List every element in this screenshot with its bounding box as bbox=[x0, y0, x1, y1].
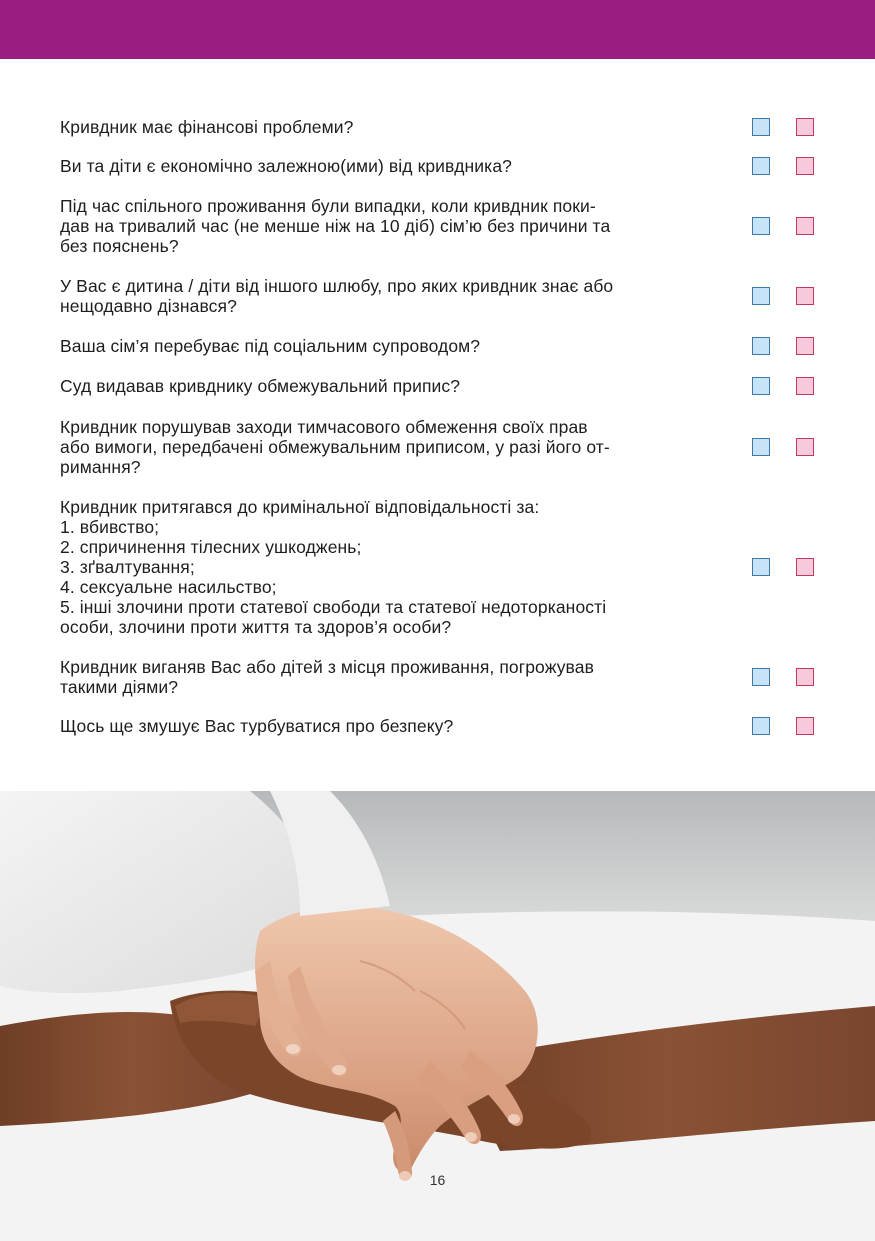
yes-checkbox[interactable] bbox=[752, 217, 770, 235]
question-line: 5. інші злочини проти статевої свободи та статевої недоторканості bbox=[60, 597, 607, 617]
question-line: 2. спричинення тілесних ушкоджень; bbox=[60, 537, 362, 557]
no-checkbox[interactable] bbox=[796, 377, 814, 395]
question-text bbox=[60, 276, 703, 316]
no-checkbox[interactable] bbox=[796, 118, 814, 136]
question-line: такими діями? bbox=[60, 677, 179, 697]
yes-checkbox[interactable] bbox=[752, 377, 770, 395]
no-checkbox[interactable] bbox=[796, 337, 814, 355]
no-checkbox[interactable] bbox=[796, 217, 814, 235]
question-line: 4. сексуальне насильство; bbox=[60, 577, 277, 597]
question-line: 1. вбивство; bbox=[60, 517, 160, 537]
yes-checkbox[interactable] bbox=[752, 118, 770, 136]
no-checkbox[interactable] bbox=[796, 157, 814, 175]
yes-checkbox[interactable] bbox=[752, 668, 770, 686]
question-line: Кривдник притягався до кримінальної відповідальності за: bbox=[60, 497, 540, 517]
question-text bbox=[60, 156, 703, 176]
question-text bbox=[60, 657, 703, 697]
no-checkbox[interactable] bbox=[796, 717, 814, 735]
no-checkbox[interactable] bbox=[796, 287, 814, 305]
question-line: дав на тривалий час (не менше ніж на 10 діб) сім’ю без причини та bbox=[60, 216, 611, 236]
question-line: Ваша сім’я перебуває під соціальним супроводом? bbox=[60, 336, 481, 356]
question-line: Суд видавав кривднику обмежувальний припис? bbox=[60, 376, 461, 396]
question-line: Під час спільного проживання були випадки, коли кривдник поки- bbox=[60, 196, 596, 216]
no-checkbox[interactable] bbox=[796, 668, 814, 686]
question-text bbox=[60, 417, 703, 477]
question-line: нещодавно дізнався? bbox=[60, 296, 237, 316]
yes-checkbox[interactable] bbox=[752, 287, 770, 305]
question-text bbox=[60, 196, 703, 256]
question-line: особи, злочини проти життя та здоров’я особи? bbox=[60, 617, 452, 637]
question-text bbox=[60, 376, 703, 396]
page-number: 16 bbox=[429, 1172, 446, 1188]
question-line: 3. зґвалтування; bbox=[60, 557, 195, 577]
question-line: У Вас є дитина / діти від іншого шлюбу, про яких кривдник знає або bbox=[60, 276, 614, 296]
yes-checkbox[interactable] bbox=[752, 717, 770, 735]
question-line: Ви та діти є економічно залежною(ими) від кривдника? bbox=[60, 156, 512, 176]
yes-checkbox[interactable] bbox=[752, 438, 770, 456]
question-text bbox=[60, 336, 703, 356]
question-line: римання? bbox=[60, 457, 141, 477]
question-line: Кривдник виганяв Вас або дітей з місця проживання, погрожував bbox=[60, 657, 594, 677]
question-text bbox=[60, 497, 703, 637]
yes-checkbox[interactable] bbox=[752, 558, 770, 576]
header-bar bbox=[0, 0, 875, 59]
question-line: Кривдник має фінансові проблеми? bbox=[60, 117, 354, 137]
question-line: Щось ще змушує Вас турбуватися про безпеку? bbox=[60, 716, 454, 736]
question-text bbox=[60, 117, 703, 137]
yes-checkbox[interactable] bbox=[752, 157, 770, 175]
question-line: без пояснень? bbox=[60, 236, 179, 256]
question-text bbox=[60, 716, 703, 736]
question-line: або вимоги, передбачені обмежувальним приписом, у разі його от- bbox=[60, 437, 610, 457]
no-checkbox[interactable] bbox=[796, 438, 814, 456]
no-checkbox[interactable] bbox=[796, 558, 814, 576]
yes-checkbox[interactable] bbox=[752, 337, 770, 355]
question-line: Кривдник порушував заходи тимчасового обмеження своїх прав bbox=[60, 417, 588, 437]
